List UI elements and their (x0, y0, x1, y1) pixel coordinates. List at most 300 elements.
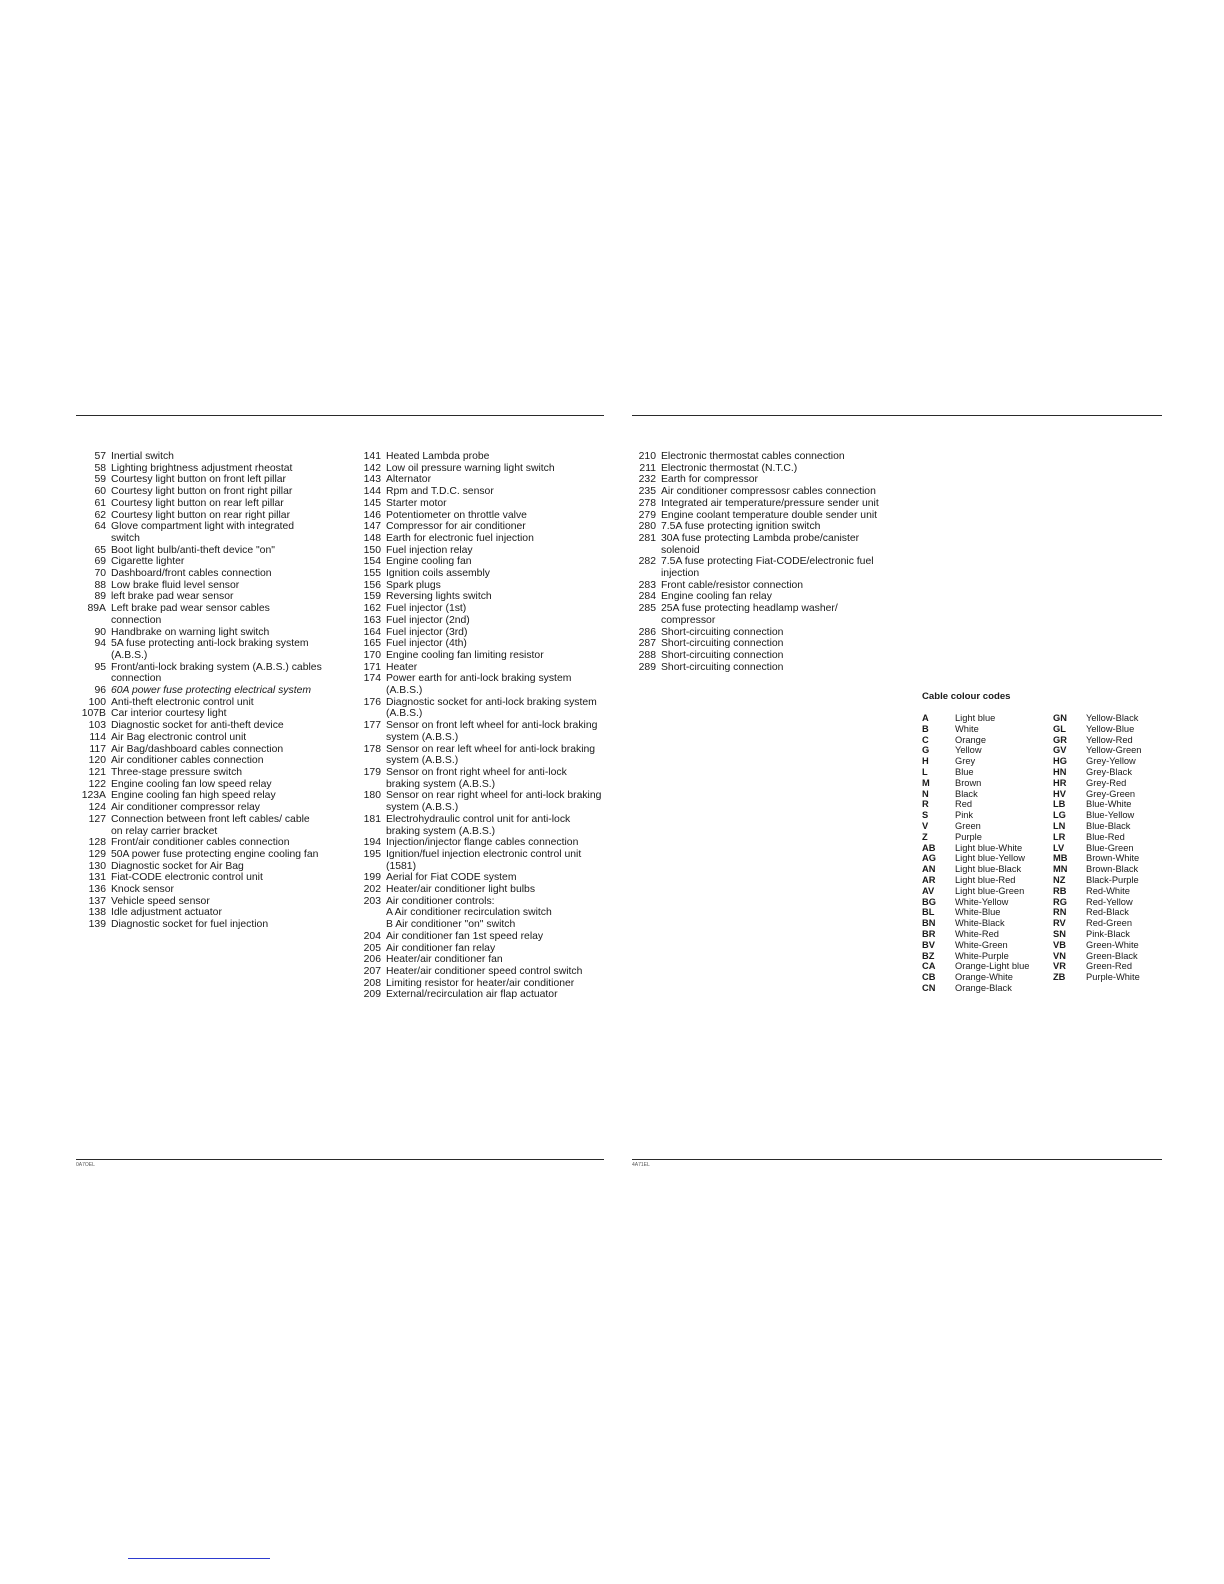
colour-code: BV (922, 939, 935, 950)
legend-entry-number: 141 (363, 451, 381, 462)
colour-name: Green-White (1086, 939, 1139, 950)
legend-entry-text: Spark plugs (386, 579, 441, 591)
colour-name: Light blue-Green (955, 885, 1025, 896)
legend-entry (80, 510, 322, 522)
colour-code-row (1053, 907, 1141, 918)
legend-entry-text: Front cable/resistor connection (661, 579, 804, 591)
colour-code: B (922, 723, 929, 734)
legend-entry-number: 178 (363, 743, 381, 755)
legend-entry-number: 100 (88, 696, 106, 708)
legend-entry-number: 205 (363, 942, 381, 954)
colour-name: Yellow (955, 745, 982, 756)
colour-code: ZB (1053, 972, 1066, 983)
legend-entry-text: Short-circuiting connection (661, 649, 784, 661)
legend-entry-text: Courtesy light button on front right pillar (111, 486, 293, 498)
colour-name: Red-Yellow (1086, 896, 1133, 907)
legend-entry-text: Low brake fluid level sensor (111, 579, 240, 591)
legend-entry-text: Sensor on front left wheel for anti-lock braking system (A.B.S.) (386, 720, 598, 743)
legend-entry-number: 129 (88, 848, 106, 860)
legend-entry (80, 896, 322, 908)
legend-entry-text: Fiat-CODE electronic control unit (111, 872, 263, 884)
legend-entry (355, 989, 603, 1001)
legend-entry (80, 779, 322, 791)
legend-entry-text: 7.5A fuse protecting Fiat-CODE/electronic fuel injection (661, 556, 874, 580)
colour-code: AN (922, 864, 936, 875)
colour-code: GV (1053, 745, 1067, 756)
colour-name: Orange-Black (955, 982, 1012, 993)
legend-entry-text: Air conditioner fan 1st speed relay (386, 930, 544, 942)
legend-entry-number: 121 (88, 766, 106, 778)
legend-entry-text: Idle adjustment actuator (111, 907, 222, 919)
colour-name: Yellow-Blue (1086, 723, 1135, 734)
legend-entry-number: 120 (88, 755, 106, 767)
colour-code: MB (1053, 853, 1068, 864)
colour-code-row (922, 778, 1029, 789)
bottom-rule-right (632, 1159, 1162, 1160)
colour-code: V (922, 820, 929, 831)
colour-name: Yellow-Black (1086, 713, 1139, 723)
colour-name: White (955, 723, 979, 734)
legend-entry-text: Heater (386, 661, 418, 673)
colour-code-row (1053, 799, 1141, 810)
legend-entry-text: Car interior courtesy light (111, 708, 227, 720)
colour-code: AG (922, 853, 936, 864)
colour-code-row (1053, 875, 1141, 886)
colour-code: CA (922, 961, 936, 972)
legend-entry-number: 130 (88, 860, 106, 872)
legend-entry (80, 451, 322, 463)
colour-code-row (922, 897, 1029, 908)
colour-code-row (1053, 940, 1141, 951)
legend-entry-number: 103 (88, 720, 106, 732)
colour-code: VR (1053, 961, 1066, 972)
legend-entry-text: Earth for electronic fuel injection (386, 532, 534, 544)
legend-entry (355, 510, 603, 522)
colour-code-column-right (1053, 713, 1141, 983)
colour-code-row (1053, 864, 1141, 875)
colour-code: C (922, 734, 929, 745)
legend-entry-text: Ignition coils assembly (386, 568, 490, 580)
legend-entry-number: 122 (88, 778, 106, 790)
colour-code: RN (1053, 907, 1067, 918)
legend-column-3 (630, 451, 882, 673)
colour-name: White-Green (955, 939, 1008, 950)
legend-entry (355, 673, 603, 696)
legend-entry (80, 697, 322, 709)
legend-entry (355, 978, 603, 990)
legend-entry (355, 954, 603, 966)
colour-code-row (922, 907, 1029, 918)
legend-entry-number: 58 (94, 462, 106, 474)
legend-entry-text: Electrohydraulic control unit for anti-lock braking system (A.B.S.) (386, 813, 571, 837)
legend-entry-number: 146 (363, 509, 381, 521)
legend-entry-number: 154 (363, 556, 381, 568)
colour-code: GR (1053, 734, 1067, 745)
legend-entry (80, 521, 322, 544)
colour-code: GL (1053, 723, 1066, 734)
legend-entry (355, 662, 603, 674)
legend-entry-text: Reversing lights switch (386, 591, 492, 603)
legend-entry (355, 697, 603, 720)
legend-entry-number: 284 (638, 591, 656, 603)
colour-name: Orange-Light blue (955, 961, 1030, 972)
legend-entry-text: 60A power fuse protecting electrical system (111, 685, 312, 697)
legend-entry (630, 662, 882, 674)
legend-entry (630, 521, 882, 533)
legend-entry-number: 165 (363, 638, 381, 650)
colour-code: VN (1053, 950, 1066, 961)
colour-name: Grey-Black (1086, 766, 1132, 777)
legend-entry-number: 96 (94, 685, 106, 697)
legend-entry-text: Courtesy light button on rear left pillar (111, 497, 284, 509)
colour-code: LV (1053, 842, 1065, 853)
legend-entry-number: 107B (81, 708, 106, 720)
legend-entry-text: Knock sensor (111, 884, 174, 896)
legend-entry (355, 767, 603, 790)
legend-entry-text: Air conditioner cables connection (111, 755, 264, 767)
colour-name: Light blue-Red (955, 874, 1016, 885)
figure-id-right: 4A71EL (632, 1162, 650, 1168)
legend-entry (80, 790, 322, 802)
legend-entry-number: 287 (638, 638, 656, 650)
legend-entry (355, 907, 603, 919)
colour-code: LB (1053, 799, 1066, 810)
colour-code: AB (922, 842, 936, 853)
colour-name: White-Yellow (955, 896, 1009, 907)
colour-code: LG (1053, 810, 1066, 821)
legend-entry-number: 88 (94, 579, 106, 591)
legend-entry-text: Boot light bulb/anti-theft device "on" (111, 544, 275, 556)
legend-entry (355, 556, 603, 568)
colour-name: Blue-Red (1086, 831, 1125, 842)
bottom-rule-left (76, 1159, 604, 1160)
legend-entry-text: Short-circuiting connection (661, 638, 784, 650)
legend-entry-number: 177 (363, 720, 381, 732)
legend-entry (630, 451, 882, 463)
legend-entry-number: 194 (363, 837, 381, 849)
colour-code-row (1053, 735, 1141, 746)
legend-entry-number: 114 (89, 731, 106, 743)
legend-entry-text: Low oil pressure warning light switch (386, 462, 555, 474)
legend-entry-text: Courtesy light button on rear right pillar (111, 509, 291, 521)
bottom-link-underline (128, 1558, 270, 1559)
cable-colour-codes-title: Cable colour codes (922, 691, 1011, 702)
colour-code-row (922, 789, 1029, 800)
legend-entry (630, 638, 882, 650)
colour-code-row (922, 918, 1029, 929)
legend-entry (355, 790, 603, 813)
colour-code: R (922, 799, 929, 810)
colour-code-row (922, 832, 1029, 843)
colour-name: Light blue-Black (955, 864, 1022, 875)
legend-entry (80, 463, 322, 475)
legend-entry-number: 285 (638, 603, 656, 615)
legend-entry (355, 814, 603, 837)
colour-code: HV (1053, 788, 1066, 799)
legend-entry (355, 744, 603, 767)
legend-entry (630, 580, 882, 592)
legend-entry-text: Short-circuiting connection (661, 626, 784, 638)
legend-entry-number: 282 (638, 556, 656, 568)
legend-entry (80, 767, 322, 779)
legend-entry-text: 50A power fuse protecting engine cooling fan (111, 848, 319, 860)
legend-entry-number: 139 (88, 919, 106, 931)
colour-code: GN (1053, 713, 1067, 723)
colour-name: Grey-Red (1086, 777, 1127, 788)
colour-code: BR (922, 928, 936, 939)
legend-entry-number: 127 (88, 813, 106, 825)
colour-code-row (1053, 918, 1141, 929)
colour-name: Orange (955, 734, 987, 745)
legend-entry-number: 62 (94, 509, 106, 521)
colour-name: Blue-Black (1086, 820, 1131, 831)
legend-entry-text: Alternator (386, 474, 432, 486)
colour-code-row (922, 983, 1029, 994)
colour-code: BG (922, 896, 936, 907)
legend-entry-number: 89 (94, 591, 106, 603)
legend-entry (80, 720, 322, 732)
legend-entry (355, 474, 603, 486)
legend-entry-number: 278 (638, 497, 656, 509)
colour-code-row (922, 972, 1029, 983)
colour-name: Black-Purple (1086, 874, 1139, 885)
legend-entry (80, 744, 322, 756)
colour-code-row (1053, 713, 1141, 724)
legend-entry (80, 545, 322, 557)
legend-entry (355, 638, 603, 650)
legend-entry-text: Electronic thermostat cables connection (661, 451, 845, 462)
legend-entry-text: A Air conditioner recirculation switch (386, 907, 552, 919)
colour-name: Red-Green (1086, 918, 1132, 929)
legend-entry-text: Integrated air temperature/pressure sender unit (661, 497, 879, 509)
legend-entry-text: Power earth for anti-lock braking system (A.B.S.) (386, 673, 572, 697)
colour-code: MN (1053, 864, 1068, 875)
legend-entry-number: 156 (363, 579, 381, 591)
colour-name: Black (955, 788, 978, 799)
legend-entry-number: 162 (363, 603, 381, 615)
legend-entry-number: 206 (363, 954, 381, 966)
colour-code: NZ (1053, 874, 1066, 885)
legend-entry (355, 966, 603, 978)
colour-name: Yellow-Red (1086, 734, 1133, 745)
legend-entry (355, 896, 603, 908)
legend-entry-text: Fuel injector (1st) (386, 603, 467, 615)
colour-code-row (1053, 756, 1141, 767)
colour-code-row (922, 745, 1029, 756)
legend-entry-text: External/recirculation air flap actuator (386, 989, 558, 1001)
legend-entry-text: 25A fuse protecting headlamp washer/ compressor (661, 603, 838, 626)
legend-entry-number: 286 (638, 626, 656, 638)
colour-code-row (922, 843, 1029, 854)
legend-entry-text: left brake pad wear sensor (111, 591, 234, 603)
legend-entry-text: Sensor on rear left wheel for anti-lock braking system (A.B.S.) (386, 743, 596, 767)
legend-entry-text: Diagnostic socket for anti-theft device (111, 720, 284, 732)
legend-entry-text: Limiting resistor for heater/air conditioner (386, 977, 575, 989)
legend-entry-number: 137 (88, 895, 106, 907)
legend-entry (355, 650, 603, 662)
legend-entry-text: B Air conditioner "on" switch (386, 919, 516, 931)
colour-code-row (1053, 821, 1141, 832)
legend-entry-number: 148 (363, 532, 381, 544)
legend-entry-number: 90 (94, 626, 106, 638)
legend-entry (80, 498, 322, 510)
legend-entry-text: 5A fuse protecting anti-lock braking system (A.B.S.) (111, 638, 309, 661)
legend-entry (355, 591, 603, 603)
legend-entry (80, 919, 322, 931)
legend-entry-text: Air Bag electronic control unit (111, 731, 247, 743)
legend-entry (355, 837, 603, 849)
legend-entry-text: Short-circuiting connection (661, 661, 784, 673)
colour-name: Red-Black (1086, 907, 1129, 918)
colour-code-row (922, 735, 1029, 746)
legend-entry (80, 708, 322, 720)
legend-entry (80, 837, 322, 849)
legend-entry-text: Dashboard/front cables connection (111, 568, 272, 580)
legend-entry-text: Compressor for air conditioner (386, 521, 526, 533)
legend-entry-number: 147 (363, 521, 381, 533)
colour-code: BN (922, 918, 936, 929)
colour-code-row (1053, 778, 1141, 789)
colour-code: HG (1053, 756, 1067, 767)
legend-entry-number: 117 (89, 743, 106, 755)
legend-entry-text: Engine cooling fan relay (661, 591, 772, 603)
legend-entry-number: 124 (88, 802, 106, 814)
legend-entry (80, 638, 322, 661)
legend-entry-text: Fuel injector (2nd) (386, 614, 470, 626)
colour-code: RG (1053, 896, 1067, 907)
colour-code: HN (1053, 766, 1067, 777)
legend-entry (80, 849, 322, 861)
legend-entry-number: 70 (94, 568, 106, 580)
legend-entry-number: 170 (363, 649, 381, 661)
top-rule-left (76, 415, 604, 416)
legend-entry-number: 179 (363, 766, 381, 778)
colour-name: Blue-Green (1086, 842, 1134, 853)
legend-entry-number: 204 (363, 930, 381, 942)
legend-entry-text: Glove compartment light with integrated switch (111, 521, 295, 544)
legend-entry-text: Cigarette lighter (111, 556, 185, 568)
legend-column-2 (355, 451, 603, 1001)
legend-entry-number: 202 (363, 884, 381, 896)
legend-entry-text: Electronic thermostat (N.T.C.) (661, 462, 798, 474)
legend-entry-text: Handbrake on warning light switch (111, 626, 270, 638)
legend-entry-number: 180 (363, 790, 381, 802)
legend-entry (80, 627, 322, 639)
colour-code-row (922, 724, 1029, 735)
legend-entry (80, 486, 322, 498)
colour-code: AV (922, 885, 935, 896)
legend-entry-text: Front/air conditioner cables connection (111, 837, 290, 849)
legend-entry-number: 211 (639, 462, 656, 474)
legend-entry-number: 163 (363, 614, 381, 626)
colour-name: Light blue-Yellow (955, 853, 1025, 864)
legend-entry (630, 486, 882, 498)
colour-code-row (922, 940, 1029, 951)
colour-code-row (1053, 810, 1141, 821)
colour-name: Pink (955, 810, 974, 821)
legend-entry (355, 580, 603, 592)
legend-entry-number: 131 (88, 872, 106, 884)
legend-entry (80, 685, 322, 697)
legend-entry-text: Engine cooling fan high speed relay (111, 790, 276, 802)
legend-entry (80, 755, 322, 767)
legend-entry-number: 136 (88, 884, 106, 896)
legend-entry (80, 884, 322, 896)
legend-entry-number: 143 (363, 474, 381, 486)
legend-entry (630, 556, 882, 579)
legend-entry-number: 95 (94, 661, 106, 673)
legend-entry (355, 849, 603, 872)
colour-name: Grey (955, 756, 976, 767)
legend-entry-text: Air conditioner controls: (386, 895, 495, 907)
top-rule-right (632, 415, 1162, 416)
colour-code-row (1053, 832, 1141, 843)
colour-code: N (922, 788, 929, 799)
colour-code-row (922, 875, 1029, 886)
legend-entry (355, 545, 603, 557)
colour-code-row (922, 864, 1029, 875)
legend-entry-number: 207 (363, 965, 381, 977)
colour-code: Z (922, 831, 928, 842)
colour-name: Brown-White (1086, 853, 1140, 864)
colour-code-row (922, 767, 1029, 778)
colour-name: White-Blue (955, 907, 1001, 918)
colour-code-row (1053, 745, 1141, 756)
legend-entry-text: Anti-theft electronic control unit (111, 696, 254, 708)
colour-code: A (922, 713, 929, 723)
colour-code: CB (922, 972, 936, 983)
colour-code-row (1053, 789, 1141, 800)
colour-code-row (1053, 972, 1141, 983)
cable-colour-codes (922, 691, 1152, 993)
colour-code-row (922, 810, 1029, 821)
colour-name: Grey-Green (1086, 788, 1136, 799)
legend-entry (355, 615, 603, 627)
legend-entry (80, 580, 322, 592)
legend-entry (355, 884, 603, 896)
legend-entry-text: 7.5A fuse protecting ignition switch (661, 521, 821, 533)
colour-name: Grey-Yellow (1086, 756, 1136, 767)
legend-entry-text: Heated Lambda probe (386, 451, 490, 462)
colour-code-row (1053, 951, 1141, 962)
colour-code-column-left (922, 713, 1029, 994)
colour-code-row (922, 886, 1029, 897)
legend-entry-text: Vehicle speed sensor (111, 895, 210, 907)
legend-entry-number: 232 (638, 474, 656, 486)
colour-code: S (922, 810, 929, 821)
colour-name: Purple (955, 831, 982, 842)
colour-code-row (1053, 886, 1141, 897)
legend-entry-number: 69 (94, 556, 106, 568)
colour-code: RV (1053, 918, 1066, 929)
legend-entry (80, 802, 322, 814)
colour-code: HR (1053, 777, 1067, 788)
legend-entry-text: Ignition/fuel injection electronic control unit (1581) (386, 848, 582, 872)
legend-entry-text: Left brake pad wear sensor cables connection (111, 603, 270, 626)
colour-name: Brown (955, 777, 982, 788)
legend-entry-number: 64 (94, 521, 106, 533)
legend-entry (630, 463, 882, 475)
colour-code-row (922, 853, 1029, 864)
legend-entry-number: 155 (363, 568, 381, 580)
legend-entry (630, 510, 882, 522)
legend-entry (355, 627, 603, 639)
colour-code-row (922, 821, 1029, 832)
legend-entry-number: 94 (94, 638, 106, 650)
legend-entry (80, 568, 322, 580)
colour-code: LR (1053, 831, 1066, 842)
legend-entry-text: Aerial for Fiat CODE system (386, 872, 517, 884)
